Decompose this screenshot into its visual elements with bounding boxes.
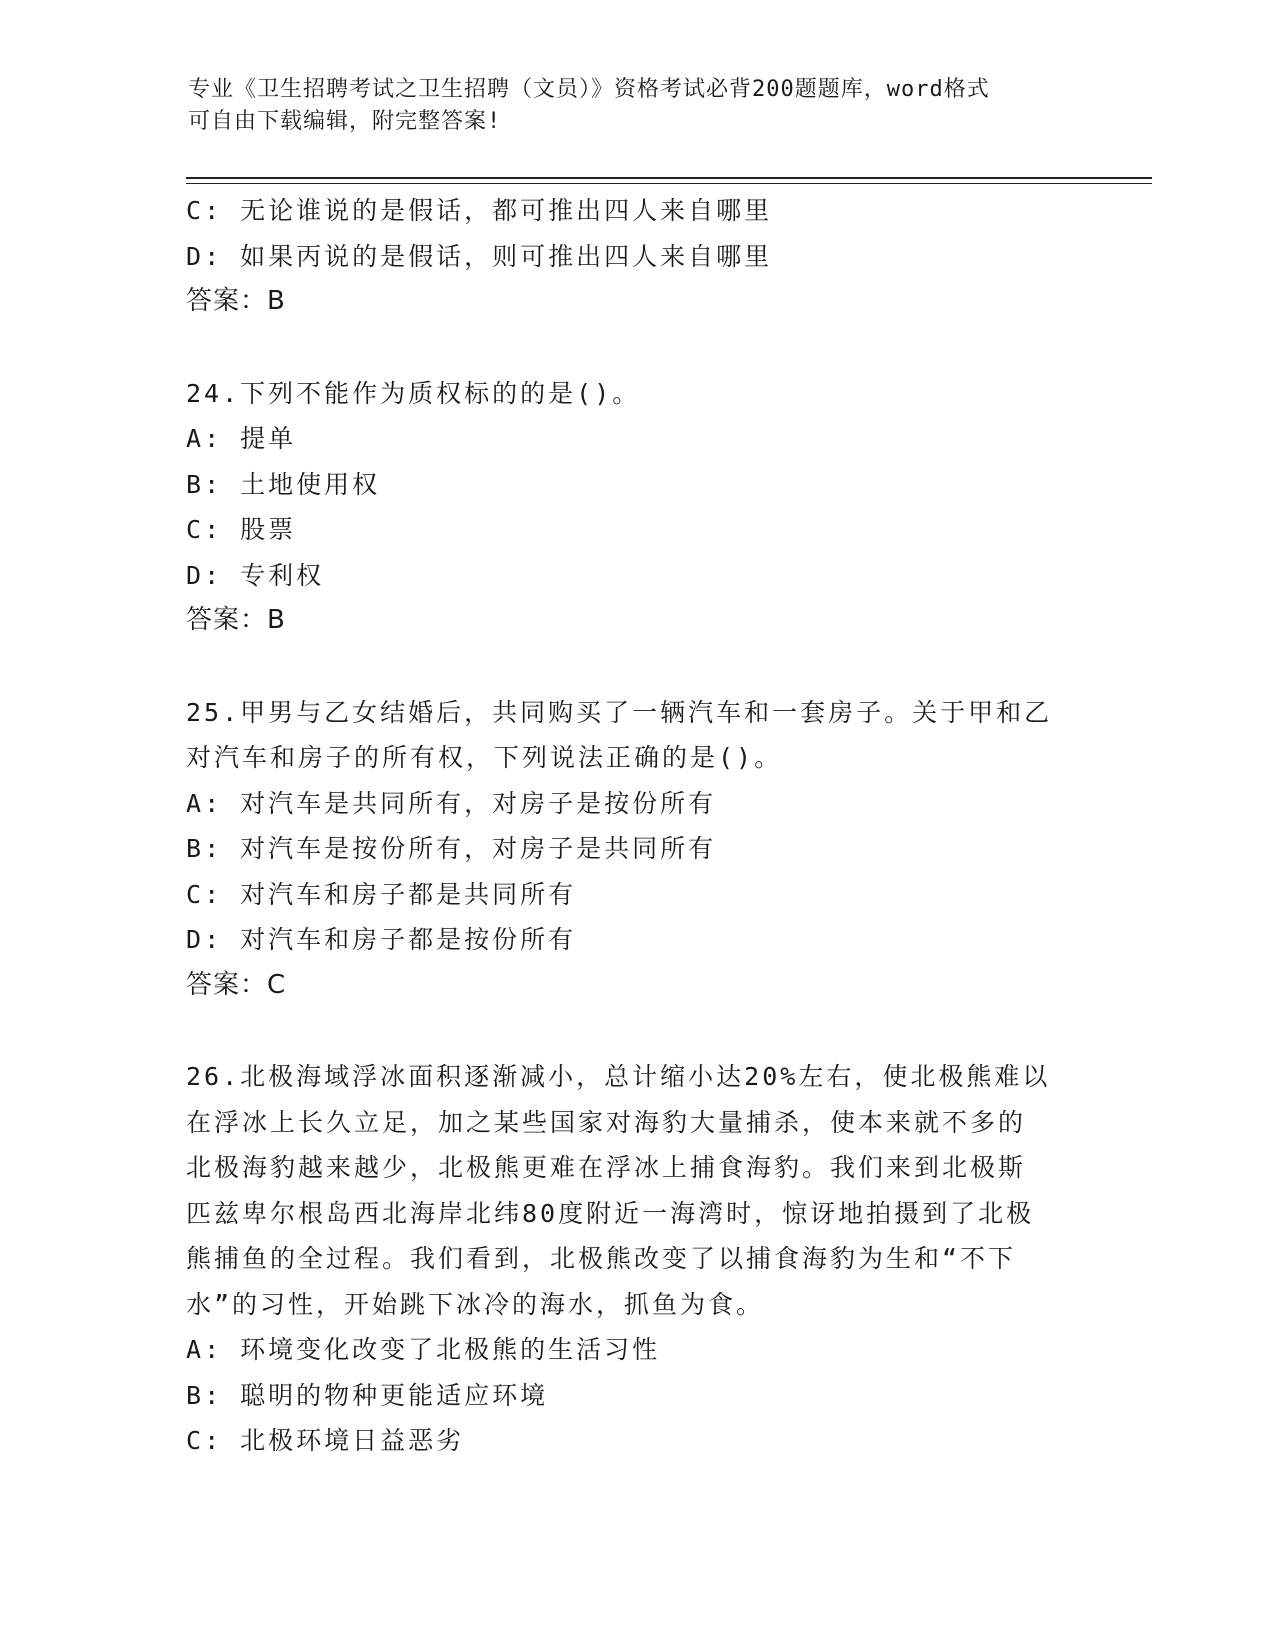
option-label: A [186,1335,205,1364]
question-stem-continued [186,1145,1086,1191]
option-line: A: 提单 [186,424,297,453]
option-label: A [186,788,205,818]
option-line: B: 对汽车是按份所有，对房子是共同所有 [186,834,717,863]
question-24 [186,371,1086,644]
header-title-line-2: 可自由下载编辑，附完整答案! [188,109,502,134]
option-line: B: 土地使用权 [186,469,381,499]
answer-value: B [267,286,286,316]
option-label: B [186,1380,205,1410]
question-stem: 25.甲男与乙女结婚后，共同购买了一辆汽车和一套房子。关于甲和乙 [186,697,1053,727]
stem-line: 北极海豹越来越少，北极熊更难在浮冰上捕食海豹。我们来到北极斯 [186,1153,1027,1182]
header-divider [186,177,1152,184]
option-line: C: 对汽车和房子都是共同所有 [186,879,577,909]
option-text: 对汽车和房子都是按份所有 [240,925,577,954]
question-stem-continued [186,1100,1086,1146]
answer-value: B [267,605,286,635]
document-header [188,74,1068,138]
option-line: C: 股票 [186,515,297,544]
option-line: C: 北极环境日益恶劣 [186,1426,465,1455]
option-label: D [186,925,205,954]
question-number: 26 [186,1062,223,1091]
option-label: B [186,469,205,499]
answer-line [186,598,1086,644]
option-line: A: 对汽车是共同所有，对房子是按份所有 [186,788,717,818]
question-stem: 24.下列不能作为质权标的的是()。 [186,378,641,408]
header-title-line-1: 专业《卫生招聘考试之卫生招聘（文员）》资格考试必背200题题库，word格式 [188,77,990,102]
option-label: D [186,560,205,590]
option-text: 土地使用权 [240,469,381,499]
stem-line: 甲男与乙女结婚后，共同购买了一辆汽车和一套房子。关于甲和乙 [240,697,1053,727]
question-25 [186,690,1086,1009]
question-stem-continued [186,1282,1086,1328]
option-line: A: 环境变化改变了北极熊的生活习性 [186,1335,661,1364]
stem-line: 北极海域浮冰面积逐渐减小，总计缩小达20%左右，使北极熊难以 [240,1062,1051,1091]
option-label: A [186,424,205,453]
option-text: 环境变化改变了北极熊的生活习性 [240,1335,661,1364]
question-stem: 26.北极海域浮冰面积逐渐减小，总计缩小达20%左右，使北极熊难以 [186,1062,1051,1091]
option-text: 对汽车是按份所有，对房子是共同所有 [240,834,717,863]
answer-label: 答案： [186,286,268,316]
option-text: 专利权 [240,560,325,590]
question-stem-continued [186,735,1086,781]
stem-line: 熊捕鱼的全过程。我们看到，北极熊改变了以捕食海豹为生和“不下 [186,1244,1017,1273]
stem-line: 在浮冰上长久立足，加之某些国家对海豹大量捕杀，使本来就不多的 [186,1107,1027,1137]
option-line: B: 聪明的物种更能适应环境 [186,1380,549,1410]
question-number: 24 [186,378,223,408]
question-stem-continued [186,1236,1086,1282]
option-text: 聪明的物种更能适应环境 [240,1380,549,1410]
option-label: C [186,1426,205,1455]
option-text: 对汽车和房子都是共同所有 [240,879,577,909]
option-text: 对汽车是共同所有，对房子是按份所有 [240,788,717,818]
answer-line [186,279,1086,325]
option-line: D: 对汽车和房子都是按份所有 [186,925,577,954]
answer-label: 答案： [186,969,268,1000]
question-list [186,188,1086,1464]
option-text: 北极环境日益恶劣 [240,1426,465,1455]
option-text: 如果丙说的是假话，则可推出四人来自哪里 [240,241,773,271]
stem-line: 水”的习性，开始跳下冰冷的海水，抓鱼为食。 [186,1289,765,1319]
answer-value: C [267,969,287,1000]
option-line: D: 如果丙说的是假话，则可推出四人来自哪里 [186,241,773,271]
option-line: C: 无论谁说的是假话，都可推出四人来自哪里 [186,196,773,225]
question-stem-continued [186,1191,1086,1237]
answer-line [186,963,1086,1009]
option-label: B [186,834,205,863]
option-text: 无论谁说的是假话，都可推出四人来自哪里 [240,196,773,225]
question-26 [186,1054,1086,1464]
stem-line: 下列不能作为质权标的的是()。 [240,378,641,408]
option-line: D: 专利权 [186,560,325,590]
previous-question-continuation [186,188,1086,325]
option-text: 提单 [240,424,297,453]
option-label: C [186,879,205,909]
question-number: 25 [186,697,223,727]
option-label: C [186,515,205,544]
answer-label: 答案： [186,605,268,635]
stem-line: 对汽车和房子的所有权，下列说法正确的是()。 [186,743,783,772]
option-text: 股票 [240,515,297,544]
option-label: C [186,196,205,225]
stem-line: 匹兹卑尔根岛西北海岸北纬80度附近一海湾时，惊讶地拍摄到了北极 [186,1198,1035,1228]
option-label: D [186,241,205,271]
